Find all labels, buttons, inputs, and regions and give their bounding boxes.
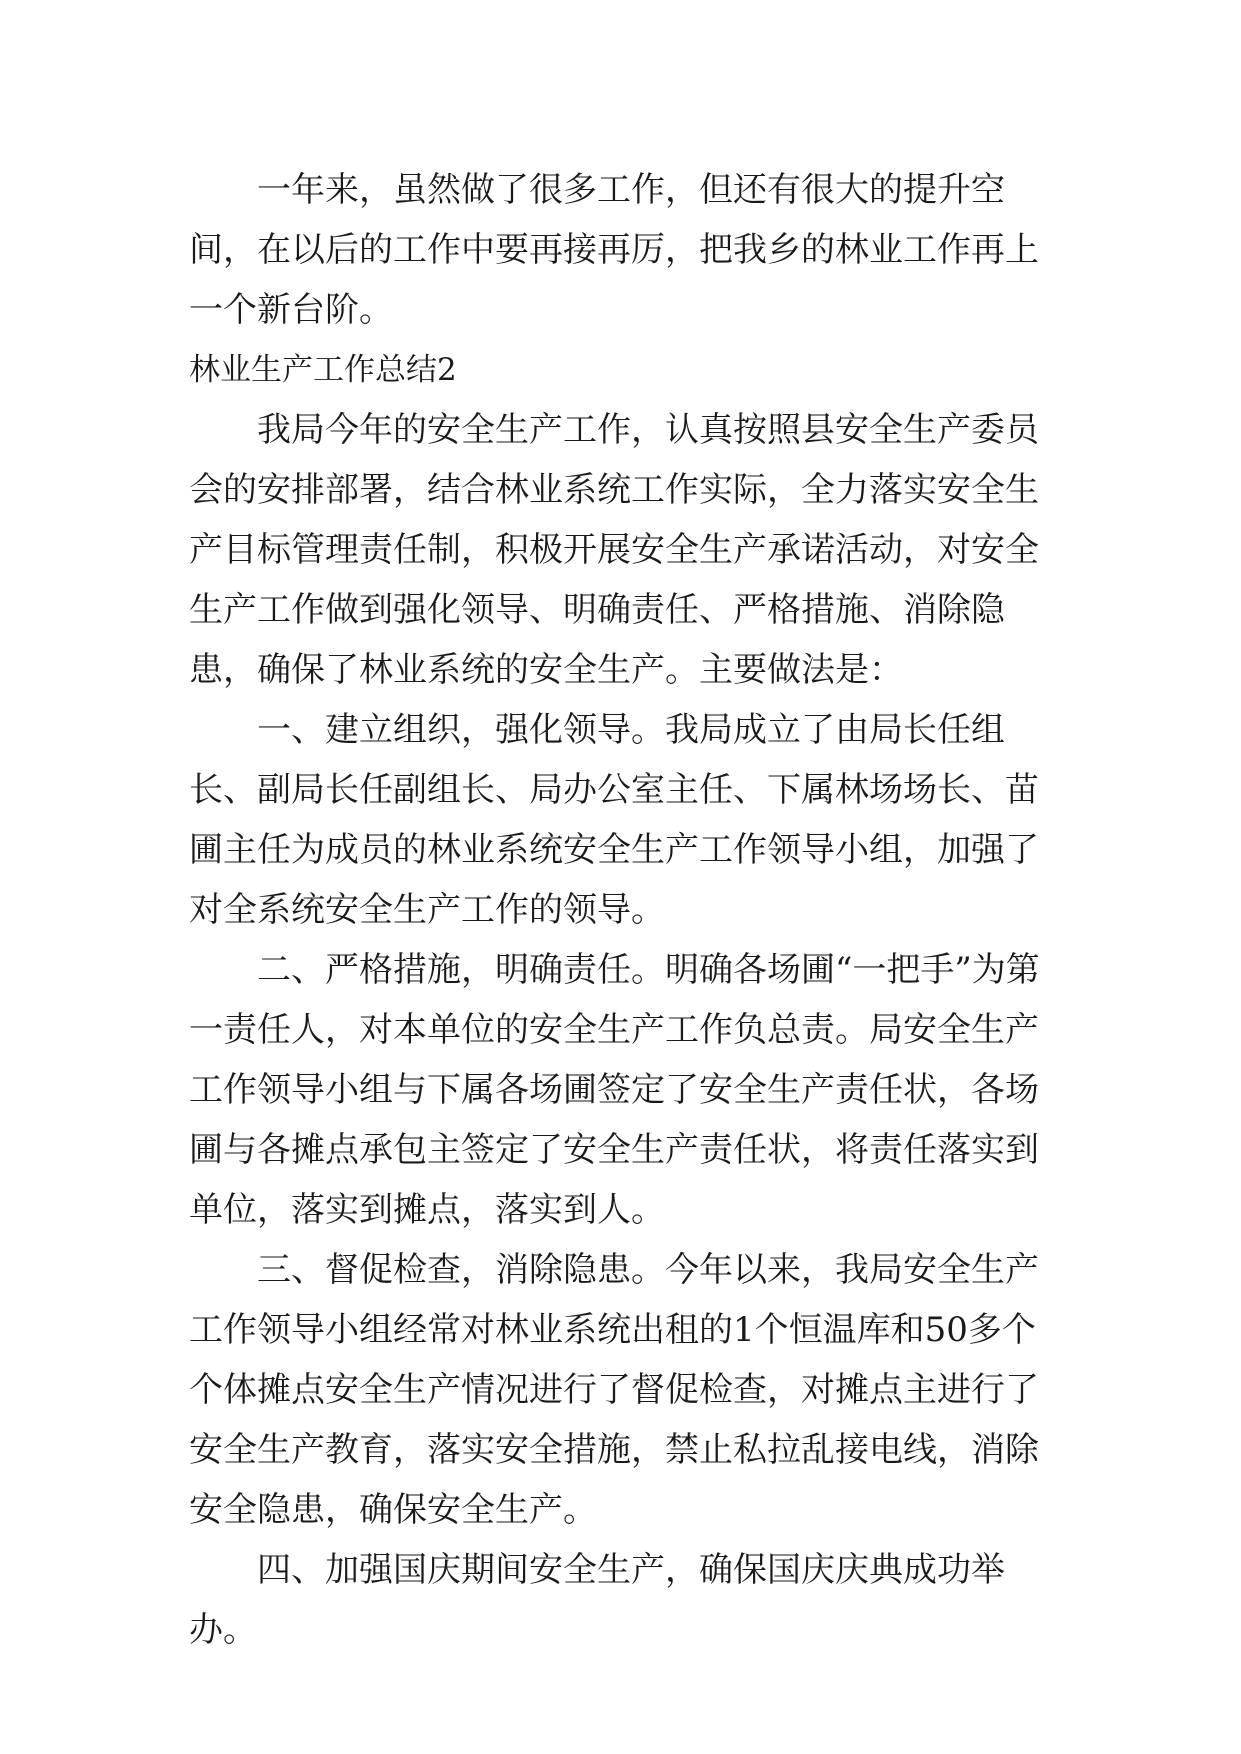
paragraph-item-2: 二、严格措施，明确责任。明确各场圃“一把手”为第一责任人，对本单位的安全生产工作负总责。局安全生产工作领导小组与下属各场圃签定了安全生产责任状，各场圃与各摊点承包主签定了安全生产责任状，将责任落实到单位，落实到摊点，落实到人。	[189, 950, 1040, 1230]
paragraph-summary: 一年来，虽然做了很多工作，但还有很大的提升空间，在以后的工作中要再接再厉，把我乡的林业工作再上一个新台阶。	[189, 170, 1039, 330]
section-heading: 林业生产工作总结2	[189, 352, 457, 388]
document-body	[189, 160, 1069, 1660]
paragraph-item-4: 四、加强国庆期间安全生产，确保国庆庆典成功举办。	[189, 1550, 1005, 1650]
paragraph-item-3: 三、督促检查，消除隐患。今年以来，我局安全生产工作领导小组经常对林业系统出租的1个恒温库和50多个个体摊点安全生产情况进行了督促检查，对摊点主进行了安全生产教育，落实安全措施，禁止私拉乱接电线，消除安全隐患，确保安全生产。	[189, 1250, 1039, 1530]
paragraph-intro: 我局今年的安全生产工作，认真按照县安全生产委员会的安排部署，结合林业系统工作实际，全力落实安全生产目标管理责任制，积极开展安全生产承诺活动，对安全生产工作做到强化领导、明确责任、严格措施、消除隐患，确保了林业系统的安全生产。主要做法是：	[189, 410, 1039, 690]
paragraph-item-1: 一、建立组织，强化领导。我局成立了由局长任组长、副局长任副组长、局办公室主任、下属林场场长、苗圃主任为成员的林业系统安全生产工作领导小组，加强了对全系统安全生产工作的领导。	[189, 710, 1039, 930]
